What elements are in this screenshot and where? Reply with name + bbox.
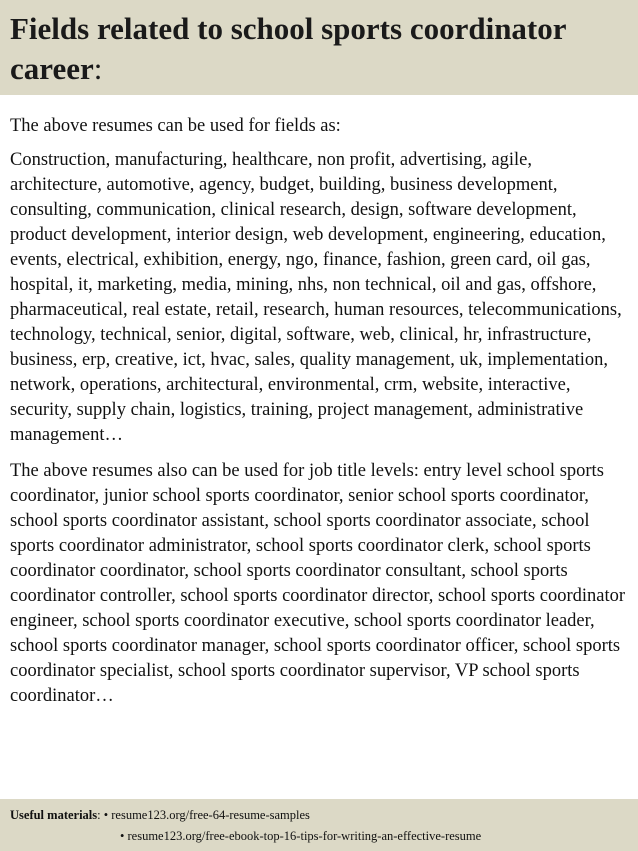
footer-row-second [10,826,628,847]
title-band [0,0,638,95]
useful-materials-separator: : [97,808,104,822]
page-title [10,9,628,89]
footer-link-resume-samples[interactable]: • resume123.org/free-64-resume-samples [103,808,310,822]
page-title-colon: : [93,51,103,86]
useful-materials-label: Useful materials [10,808,98,822]
page-title-text: Fields related to school sports coordinator career [10,11,566,86]
job-levels-paragraph: The above resumes also can be used for job title levels: entry level school sports coordinator, junior school sports coordinator, senior school sports coordinator, school sports coordinator assistant, school sports coordinator associate, school sports coordinator administrator, school sports coordinator clerk, school sports coordinator coordinator, school sports coordinator consultant, school sports coordinator controller, school sports coordinator director, school sports coordinator engineer, school sports coordinator executive, school sports coordinator leader, school sports coordinator manager, school sports coordinator officer, school sports coordinator specialist, school sports coordinator supervisor, VP school sports coordinator… [10,461,626,706]
fields-paragraph: Construction, manufacturing, healthcare, non profit, advertising, agile, architecture, automotive, agency, budget, building, business development, consulting, communication, clinical research, design, software development, product development, interior design, web development, engineering, education, events, electrical, exhibition, energy, ngo, finance, fashion, green card, oil gas, hospital, it, marketing, media, mining, nhs, non technical, oil and gas, offshore, pharmaceutical, real estate, retail, research, human resources, telecommunications, technology, technical, senior, digital, software, web, clinical, hr, infrastructure, business, erp, creative, ict, hvac, sales, quality management, uk, implementation, network, operations, architectural, environmental, crm, website, interactive, security, supply chain, logistics, training, project management, administrative management… [10,150,622,445]
content [0,114,638,709]
footer [0,799,638,851]
footer-row-first [10,805,628,826]
footer-link-ebook-tips[interactable]: • resume123.org/free-ebook-top-16-tips-for-writing-an-effective-resume [120,829,482,843]
intro-text: The above resumes can be used for fields as: [10,116,341,136]
